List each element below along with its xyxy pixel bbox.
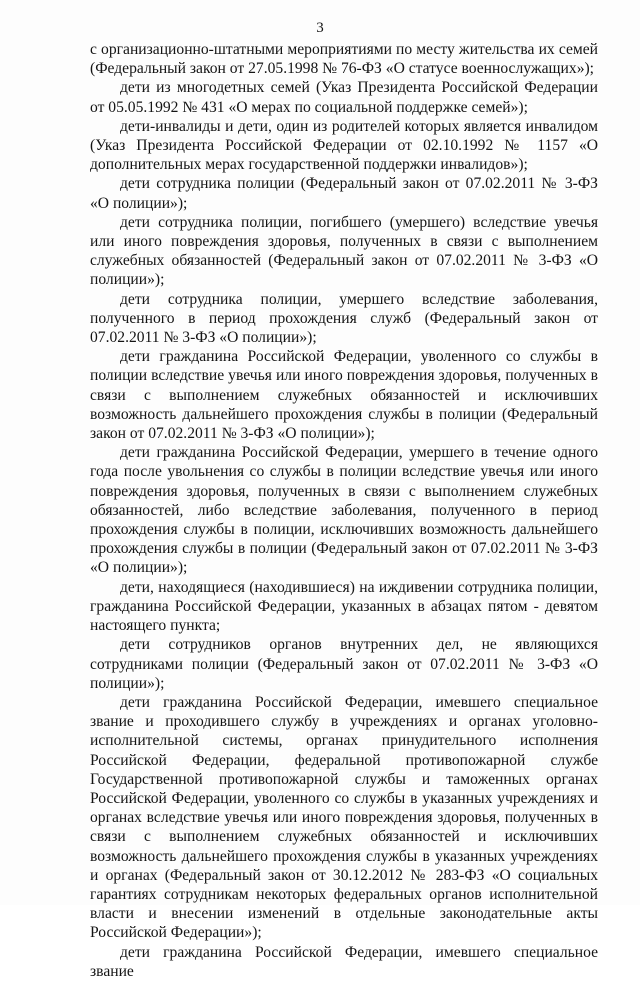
page-number: 3 <box>316 20 324 36</box>
paragraph: дети гражданина Российской Федерации, имевшего специальное звание <box>90 943 598 980</box>
text-body <box>90 40 598 981</box>
paragraph: дети сотрудников органов внутренних дел, не являющихся сотрудниками полиции (Федеральный закон от 07.02.2011 № 3-ФЗ «О полиции»); <box>90 636 598 692</box>
paragraph: дети сотрудника полиции, погибшего (умершего) вследствие увечья или иного повреждения здоровья, полученных в связи с выполнением служебных обязанностей (Федеральный закон от 07.02.2011 № 3-ФЗ «О полиции»); <box>90 213 598 289</box>
paragraph: дети из многодетных семей (Указ Президента Российской Федерации от 05.05.1992 № 431 «О мерах по социальной поддержке семей»); <box>90 79 598 116</box>
paragraph: дети-инвалиды и дети, один из родителей которых является инвалидом (Указ Президента Российской Федерации от 02.10.1992 № 1157 «О дополнительных мерах государственной поддержки инвалидов»); <box>90 117 598 174</box>
paragraph: дети гражданина Российской Федерации, имевшего специальное звание и проходившего службу в учреждениях и органах уголовно-исполнительной системы, органах принудительного исполнения Российской Федерации, федеральной противопожарной службе Государственной противопожарной службы и таможенных органах Российской Федерации, уволенного со службы в указанных учреждениях и органах вследствие увечья или иного повреждения здоровья, полученных в связи с выполнением служебных обязанностей и исключивших возможность дальнейшего прохождения службы в указанных учреждениях и органах (Федеральный закон от 30.12.2012 № 283-ФЗ «О социальных гарантиях сотрудникам некоторых федеральных органов исполнительной власти и внесении изменений в отдельные законодательные акты Российской Федерации»); <box>90 693 598 942</box>
paragraph: с организационно-штатными мероприятиями по месту жительства их семей (Федеральный закон от 27.05.1998 № 76-ФЗ «О статусе военнослужащих»); <box>90 41 598 78</box>
paragraph: дети сотрудника полиции, умершего вследствие заболевания, полученного в период прохождения служб (Федеральный закон от 07.02.2011 № 3-ФЗ «О полиции»); <box>90 290 598 347</box>
paragraph: дети гражданина Российской Федерации, уволенного со службы в полиции вследствие увечья или иного повреждения здоровья, полученных в связи с выполнением служебных обязанностей и исключивших возможность дальнейшего прохождения службы в полиции (Федеральный закон от 07.02.2011 № 3-ФЗ «О полиции»); <box>90 348 598 443</box>
paragraph: дети гражданина Российской Федерации, умершего в течение одного года после увольнения со службы в полиции вследствие увечья или иного повреждения здоровья, полученных в связи с выполнением служебных обязанностей, либо вследствие заболевания, полученного в период прохождения службы в полиции, исключивших возможность дальнейшего прохождения службы в полиции (Федеральный закон от 07.02.2011 № 3-ФЗ «О полиции»); <box>90 444 598 577</box>
paragraph: дети, находящиеся (находившиеся) на иждивении сотрудника полиции, гражданина Российской Федерации, указанных в абзацах пятом - девятом настоящего пункта; <box>90 578 598 635</box>
paragraph: дети сотрудника полиции (Федеральный закон от 07.02.2011 № 3-ФЗ «О полиции»); <box>90 175 598 212</box>
